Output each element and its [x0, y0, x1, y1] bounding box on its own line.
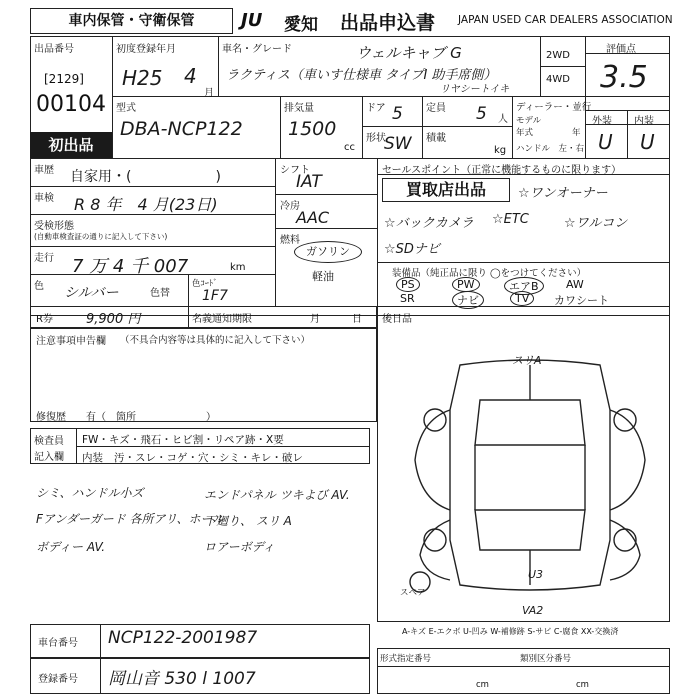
ac-label: 冷房 [280, 201, 300, 212]
color-change-label: 色替 [150, 288, 170, 299]
org-name: 愛知 [284, 15, 318, 35]
inspect-note-2: Fアンダーガード 各所アリ、ホール [36, 512, 225, 526]
mileage-unit: km [230, 262, 246, 273]
lot-number: 00104 [36, 92, 106, 117]
inspect-note-6: ロアーボディ [204, 540, 275, 554]
selling-point-3: ☆ETC [492, 212, 529, 227]
inspect-row1: FW・キズ・飛石・ヒビ割・リペア跡・X要 [82, 434, 284, 446]
type-value: DBA-NCP122 [120, 118, 243, 140]
fuel-diesel: 軽油 [312, 270, 334, 283]
equip-airbag: エアB [504, 277, 544, 295]
ac-value: AAC [296, 208, 330, 227]
disp-unit: cc [344, 142, 355, 153]
drive-2wd: 2WD [546, 50, 570, 61]
equip-ps: PS [396, 277, 420, 292]
repair-history: 修復歴 有（ 箇所 ） [36, 412, 216, 423]
ext-label: 外装 [592, 116, 612, 127]
diagram-mid-note: U3 [528, 568, 544, 581]
plate-label: 登録番号 [38, 674, 78, 685]
field-cm-2: cm [576, 680, 589, 690]
model-line2: ラクティス（車いす仕様車 タイプⅠ 助手席側） [226, 68, 497, 83]
spare-label: スペア [400, 588, 426, 598]
disp-value: 1500 [288, 118, 337, 140]
model-line3: リヤシートイキ [440, 84, 510, 95]
inspect-row2: 汚・スレ・コゲ・穴・シミ・キレ・破レ [114, 452, 303, 464]
notes-label: 注意事項申告欄 [36, 336, 106, 347]
shift-value: IAT [296, 172, 322, 192]
shaken-value: R 8 年 4 月(23日) [74, 195, 218, 214]
selling-label: セールスポイント（正常に機能するものに限ります） [382, 165, 622, 176]
mileage-label: 走行 [34, 253, 54, 264]
dealer-label: ディーラー・並行 [516, 102, 592, 113]
receipt-sub: (自動車検査証の通りに記入して下さい) [34, 232, 168, 241]
disp-label: 排気量 [284, 103, 314, 114]
int-score: U [640, 130, 655, 154]
notes-sub: （不具合内容等は具体的に記入して下さい） [120, 335, 311, 346]
reg-label: 初度登録年月 [116, 44, 176, 55]
selling-title: 買取店出品 [382, 178, 510, 202]
diagram-bottom-note: VA2 [522, 604, 544, 617]
selling-point-4: ☆ワルコン [564, 216, 628, 231]
model-line1: ウェルキャブ G [356, 44, 462, 62]
equip-pw: PW [452, 277, 480, 292]
equip-label: 装備品（純正品に限り ◯をつけてください） [392, 268, 587, 279]
inspect-note-4: エンドパネル ツキよび AV. [204, 488, 350, 502]
int-label: 内装 [634, 116, 654, 127]
doors-label: ドア [366, 103, 386, 114]
equip-sr: SR [400, 292, 415, 305]
form-title: 出品申込書 [340, 12, 436, 34]
notice-label: 名義通知期限 [192, 314, 252, 325]
equip-seat: カワシート [554, 294, 609, 307]
fuel-gasoline: ガソリン [294, 241, 362, 263]
history-label: 車歴 [34, 165, 54, 176]
capacity-label: 定員 [426, 103, 446, 114]
selling-point-5: ☆SDナビ [384, 242, 440, 257]
load-unit: kg [494, 145, 507, 156]
reg-year: H25 [122, 66, 163, 90]
lot-sub: [2129] [44, 72, 84, 86]
reg-month-unit: 月 [204, 88, 214, 99]
doors-value: 5 [392, 104, 403, 124]
field-type-number: 形式指定番号 [380, 654, 432, 664]
type-label: 型式 [116, 103, 136, 114]
reg-month: 4 [184, 64, 197, 88]
shape-label: 形状 [366, 133, 386, 144]
plate-value: 岡山音 530 l 1007 [108, 669, 256, 689]
dealer-handle: ハンドル 左・右 [516, 144, 585, 154]
color-value: シルバー [64, 285, 119, 301]
equip-navi: ナビ [452, 291, 484, 309]
selling-point-2: ☆バックカメラ [384, 216, 474, 231]
receipt-label: 受検形態 [34, 221, 74, 232]
fuel-label: 燃料 [280, 235, 300, 246]
model-label: 車名・グレード [222, 44, 292, 55]
color-code-label: 色ｺｰﾄﾞ [192, 279, 218, 289]
inspect-note-5: 下廻り、 スリ A [204, 514, 292, 528]
ext-score: U [598, 130, 613, 154]
recycle-value: 9,900 円 [86, 312, 141, 327]
inspect-label-1: 検査員 [34, 436, 64, 447]
frame-value: NCP122-2001987 [108, 628, 258, 648]
damage-legend: A-キズ E-エクボ U-凹み W-補修跡 S-サビ C-腐食 XX-交換済 [402, 627, 619, 636]
recycle-label: R券 [36, 314, 53, 325]
after-label: 後日品 [382, 314, 412, 325]
inspect-row2-label: 内装 [82, 452, 103, 464]
first-listing-badge: 初出品 [30, 132, 112, 158]
notice-day: 日 [352, 314, 362, 325]
shift-label: シフト [280, 165, 310, 176]
capacity-unit: 人 [498, 114, 508, 125]
shaken-label: 車検 [34, 193, 54, 204]
dealer-model: モデル [516, 116, 542, 126]
lot-label: 出品番号 [34, 44, 74, 55]
dealer-year-unit: 年 [572, 128, 581, 138]
equip-aw: AW [566, 278, 584, 291]
drive-4wd: 4WD [546, 74, 570, 85]
field-class-number: 類別区分番号 [520, 654, 572, 664]
color-code-value: 1F7 [202, 288, 228, 304]
car-diagram [400, 350, 660, 600]
field-cm-1: cm [476, 680, 489, 690]
load-label: 積載 [426, 133, 446, 144]
storage-badge: 車内保管・守衛保管 [30, 8, 233, 34]
shape-value: SW [384, 134, 412, 154]
capacity-value: 5 [476, 104, 487, 124]
mileage-value: 7 万 4 千 007 [72, 256, 189, 277]
inspect-note-1: シミ、ハンドル小ズ [36, 486, 144, 500]
inspect-label-2: 記入欄 [34, 452, 64, 463]
assoc-name: JAPAN USED CAR DEALERS ASSOCIATION [458, 14, 673, 26]
inspect-note-3: ボディー AV. [36, 540, 106, 554]
history-value: 自家用・( ) [70, 169, 221, 185]
frame-label: 車台番号 [38, 638, 78, 649]
notice-month: 月 [310, 314, 320, 325]
ju-logo: JU [241, 10, 263, 31]
dealer-year: 年式 [516, 128, 534, 138]
score-value: 3.5 [600, 60, 648, 95]
score-label: 評価点 [606, 44, 636, 55]
selling-point-1: ☆ワンオーナー [518, 186, 608, 201]
equip-tv: TV [510, 291, 534, 306]
diagram-top-note: スリA [512, 354, 542, 367]
color-label: 色 [34, 281, 44, 292]
